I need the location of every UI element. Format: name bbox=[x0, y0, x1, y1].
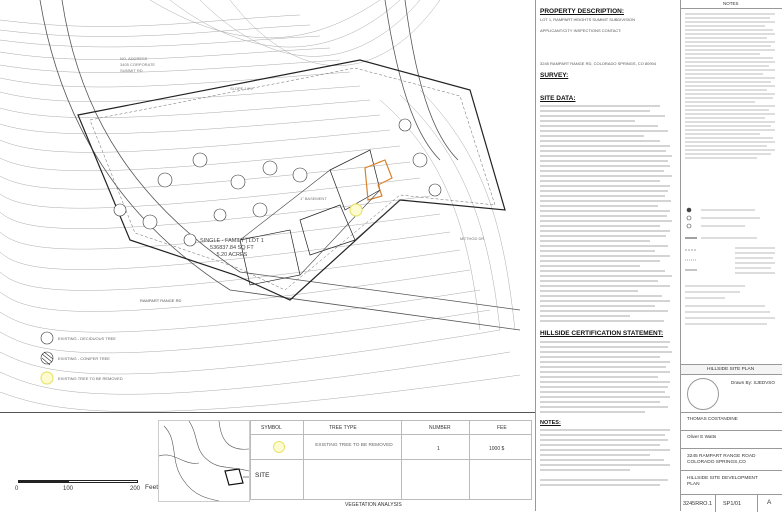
veg-col-divider-3 bbox=[469, 421, 470, 499]
svg-text:METHOD DR: METHOD DR bbox=[460, 236, 485, 241]
engineer-row bbox=[681, 430, 782, 449]
scale-tick-100: 100 bbox=[63, 486, 74, 492]
lot-label-line1: SINGLE - FAMILY | LOT 1 bbox=[200, 238, 264, 244]
street-name: RAMPART RANGE RD bbox=[140, 298, 182, 303]
scale-bar bbox=[18, 480, 148, 484]
veg-row-tree-type: EXISTING TREE TO BE REMOVED bbox=[315, 443, 393, 448]
veg-table-header-row bbox=[251, 421, 531, 435]
veg-row-number: 1 bbox=[437, 446, 440, 452]
svg-text:SUMMIT RD: SUMMIT RD bbox=[120, 68, 143, 73]
hillside-body-lines bbox=[540, 340, 680, 418]
svg-text:3405 CORPORATE: 3405 CORPORATE bbox=[120, 62, 156, 67]
site-address-row bbox=[681, 448, 782, 471]
site-address-line2: COLORADO SPRINGS,CO bbox=[687, 460, 746, 465]
scale-tick-200: 200 bbox=[130, 486, 141, 492]
description-divider bbox=[535, 0, 536, 511]
property-description-line: LOT 1, RAMPART HEIGHTS SUMMIT SUBDIVISION bbox=[540, 17, 635, 22]
property-address: 3245 RAMPART RANGE RD, COLORADO SPRINGS, CO 80904 bbox=[540, 61, 657, 66]
description-body-lines bbox=[540, 104, 680, 329]
sheet-id-row bbox=[681, 494, 782, 512]
hillside-heading: HILLSIDE CERTIFICATION STATEMENT: bbox=[540, 330, 664, 337]
lot-label-line2: 536837.84 SQ FT bbox=[210, 245, 254, 251]
legend-conifer-label: EXISTING - CONIFER TREE bbox=[58, 356, 110, 361]
bottom-divider bbox=[0, 412, 535, 413]
veg-col-divider-2 bbox=[401, 421, 402, 499]
site-data-heading: SITE DATA: bbox=[540, 95, 576, 102]
revision: A bbox=[767, 499, 772, 506]
inspections-label: APPLICANT/CITY INSPECTIONS CONTACT: bbox=[540, 28, 622, 33]
lot-label bbox=[200, 238, 264, 259]
veg-header-tree-type: TREE TYPE bbox=[329, 425, 357, 431]
stamp-seal bbox=[687, 378, 719, 410]
plan-name-line1: HILLSIDE SITE DEVELOPMENT bbox=[687, 476, 758, 481]
title-block bbox=[680, 0, 782, 511]
lot-label-line3: 5.20 ACRES bbox=[216, 252, 248, 258]
veg-table-caption: VEGETATION ANALYSIS bbox=[345, 502, 402, 508]
veg-header-fee: FEE bbox=[497, 425, 507, 431]
sheet-id-divider-1 bbox=[715, 495, 716, 512]
general-notes-lines bbox=[685, 12, 779, 192]
veg-row-divider bbox=[251, 459, 531, 460]
notes-body-lines bbox=[540, 428, 680, 508]
veg-col-divider-1 bbox=[303, 421, 304, 499]
project-code: 3245RRO.1 bbox=[683, 501, 713, 507]
client-name: THOMAS COSTANDINE bbox=[687, 416, 738, 421]
engineer-name: Oliver E Watts bbox=[687, 434, 717, 439]
notes-title-row bbox=[681, 0, 782, 9]
site-address-line1: 3245 RAMPART RANGE ROAD bbox=[687, 454, 756, 459]
scale-tick-0: 0 bbox=[15, 486, 19, 492]
plan-name-line2: PLAN bbox=[687, 482, 700, 487]
sheet-title: HILLSIDE SITE PLAN bbox=[707, 367, 755, 372]
scale-segment-2 bbox=[68, 480, 138, 483]
vicinity-site-label: SITE bbox=[255, 472, 270, 479]
sheet-id-divider-2 bbox=[757, 495, 758, 512]
svg-text:NO. ADDRESS: NO. ADDRESS bbox=[120, 56, 148, 61]
legend-deciduous-label: EXISTING - DECIDUOUS TREE bbox=[58, 336, 116, 341]
veg-header-symbol: SYMBOL bbox=[261, 425, 282, 431]
notes-title: NOTES bbox=[723, 1, 739, 6]
vicinity-map bbox=[158, 420, 250, 502]
veg-header-number: NUMBER bbox=[429, 425, 451, 431]
vegetation-table bbox=[250, 420, 532, 500]
svg-text:1" BASEMENT: 1" BASEMENT bbox=[300, 196, 327, 201]
veg-row-fee: 1000 $ bbox=[489, 446, 505, 452]
notes-heading: NOTES: bbox=[540, 420, 561, 426]
sheet-title-row bbox=[681, 364, 782, 375]
scale-segment-1 bbox=[18, 480, 68, 483]
legend-removal-label: EXISTING TREE TO BE REMOVED bbox=[58, 376, 123, 381]
title-legend-symbols bbox=[685, 198, 779, 358]
property-description-heading: PROPERTY DESCRIPTION: bbox=[540, 8, 625, 15]
scale-unit: Feet bbox=[145, 484, 159, 491]
drawn-by: Drawn By: SJEDVSO bbox=[731, 380, 775, 385]
survey-heading: SURVEY: bbox=[540, 72, 569, 79]
vicinity-map-graphic bbox=[159, 421, 249, 501]
veg-row-symbol bbox=[273, 441, 285, 453]
plan-name-row bbox=[681, 470, 782, 495]
svg-text:SLOPE 14%: SLOPE 14% bbox=[230, 86, 253, 91]
client-row bbox=[681, 412, 782, 431]
sheet-number: SP1/01 bbox=[723, 501, 742, 507]
